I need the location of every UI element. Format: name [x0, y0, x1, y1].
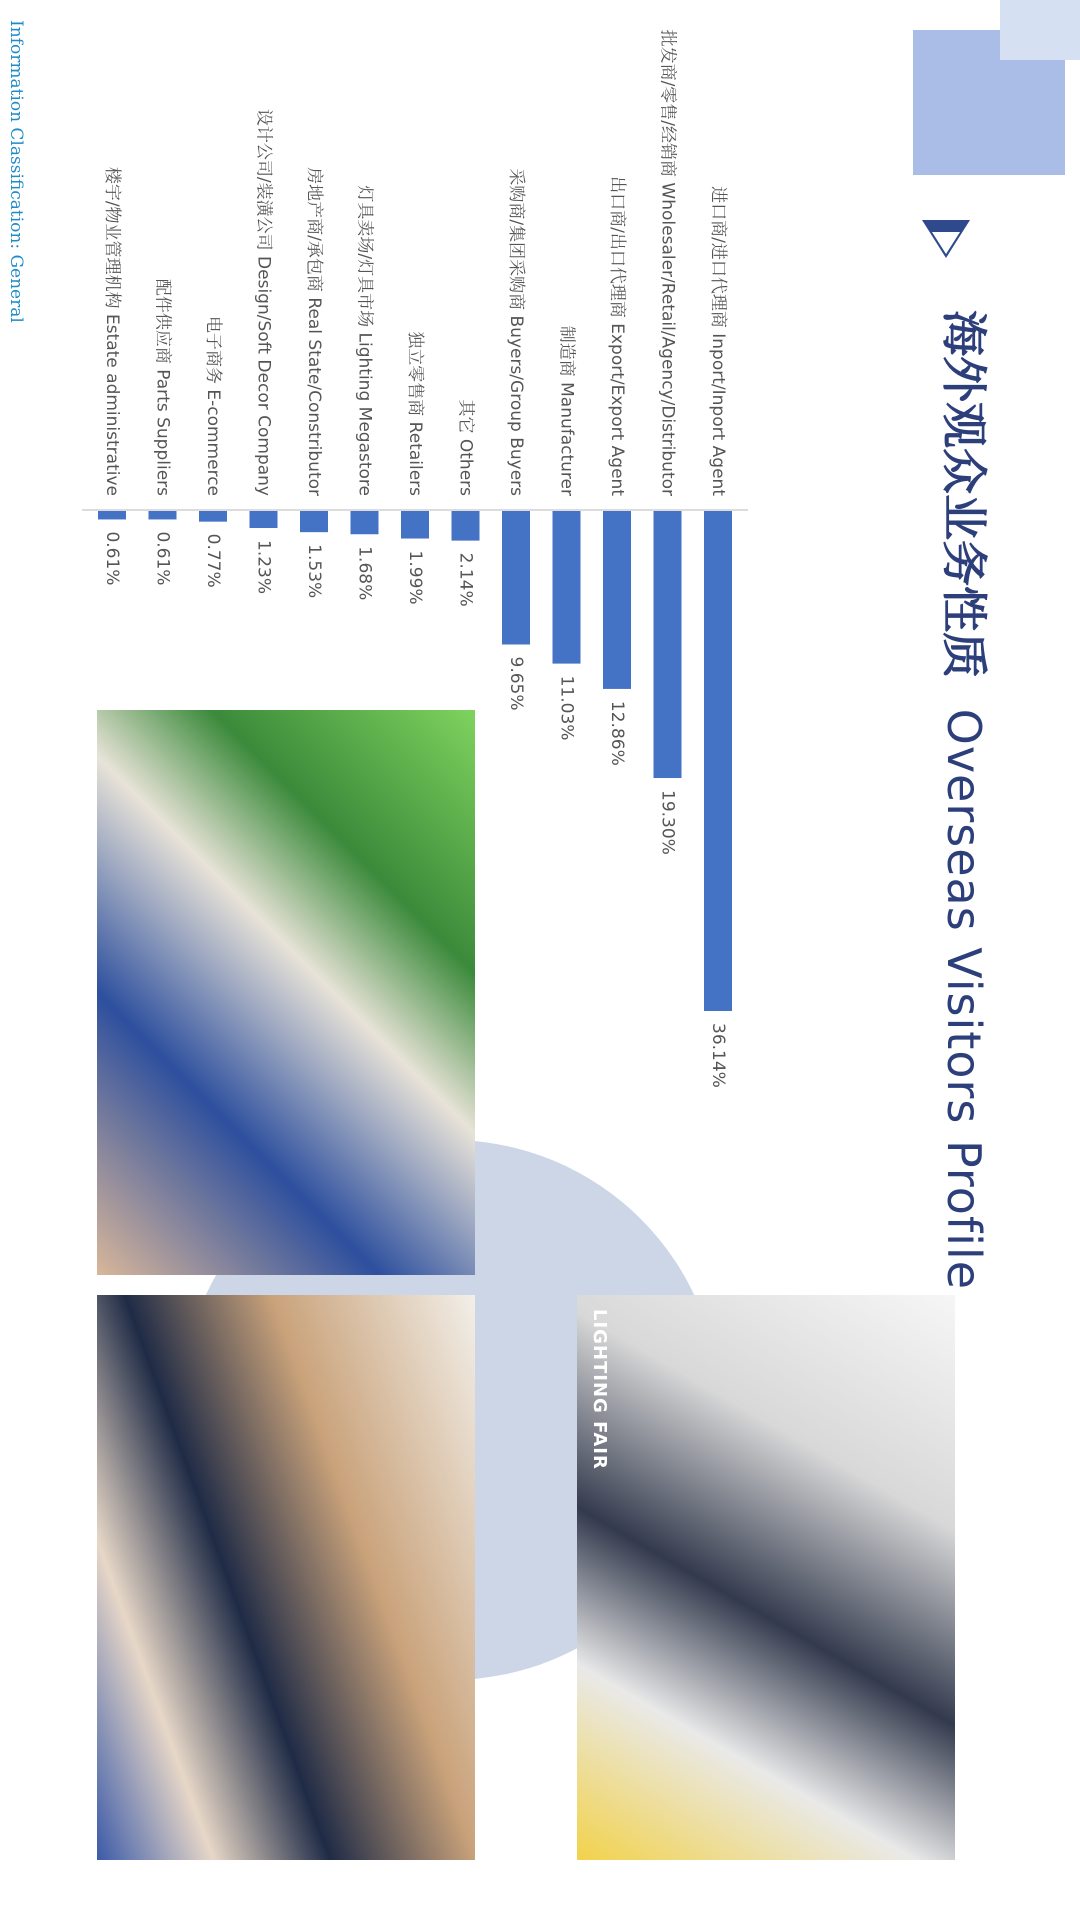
category-label: 采购商/集团采购商 Buyers/Group Buyers [506, 168, 526, 496]
category-label: 批发商/零售/经销商 Wholesaler/Retail/Agency/Distributor [657, 29, 678, 496]
data-label: 0.61% [152, 531, 173, 586]
category-label: 楼宇/物业管理机构 Estate administrative [102, 166, 122, 496]
photo-visitors-booth [97, 710, 475, 1275]
bar [351, 511, 379, 534]
bar [300, 511, 328, 532]
page-title-english: Overseas Visitors Profile [937, 708, 991, 1291]
bar [553, 511, 581, 664]
category-label: 灯具卖场/灯具市场 Lighting Megastore [354, 185, 375, 496]
bar [502, 511, 530, 645]
data-label: 1.53% [304, 544, 324, 599]
category-label: 房地产商/承包商 Real State/Constributor [304, 167, 324, 496]
data-label: 12.86% [607, 700, 627, 766]
bar [654, 511, 682, 778]
bar [98, 511, 126, 519]
category-label: 独立零售商 Retailers [405, 331, 425, 496]
category-label: 电子商务 E-commerce [203, 315, 223, 496]
category-label: 制造商 Manufacturer [556, 325, 577, 496]
data-label: 0.61% [102, 531, 122, 586]
bar [149, 511, 177, 519]
bar [603, 511, 631, 689]
page-title-chinese: 海外观众业务性质 [937, 310, 991, 678]
data-label: 19.30% [657, 790, 678, 855]
data-label: 9.65% [506, 656, 526, 711]
data-label: 36.14% [708, 1023, 728, 1088]
classification-note: Information Classification: General [6, 20, 26, 323]
bar [401, 511, 429, 539]
data-label: 2.14% [455, 552, 476, 607]
bar [199, 511, 227, 522]
data-label: 11.03% [556, 675, 577, 741]
bar [452, 511, 480, 541]
data-label: 1.99% [405, 550, 425, 605]
bar [250, 511, 278, 528]
category-label: 进口商/进口代理商 Inport/Inport Agent [708, 186, 728, 496]
bar [704, 511, 732, 1011]
data-label: 1.68% [354, 546, 375, 601]
data-label: 1.23% [253, 540, 274, 595]
photo-visitors-meeting [97, 1295, 475, 1860]
photo-visitors-exhibit [577, 1295, 955, 1860]
category-label: 出口商/出口代理商 Export/Export Agent [607, 176, 627, 496]
data-label: 0.77% [203, 533, 223, 588]
category-label: 配件供应商 Parts Suppliers [152, 278, 173, 496]
category-label: 设计公司/装潢公司 Design/Soft Decor Company [253, 108, 274, 496]
photo-watermark-label: LIGHTING FAIR [589, 1309, 610, 1470]
category-label: 其它 Others [455, 399, 476, 496]
